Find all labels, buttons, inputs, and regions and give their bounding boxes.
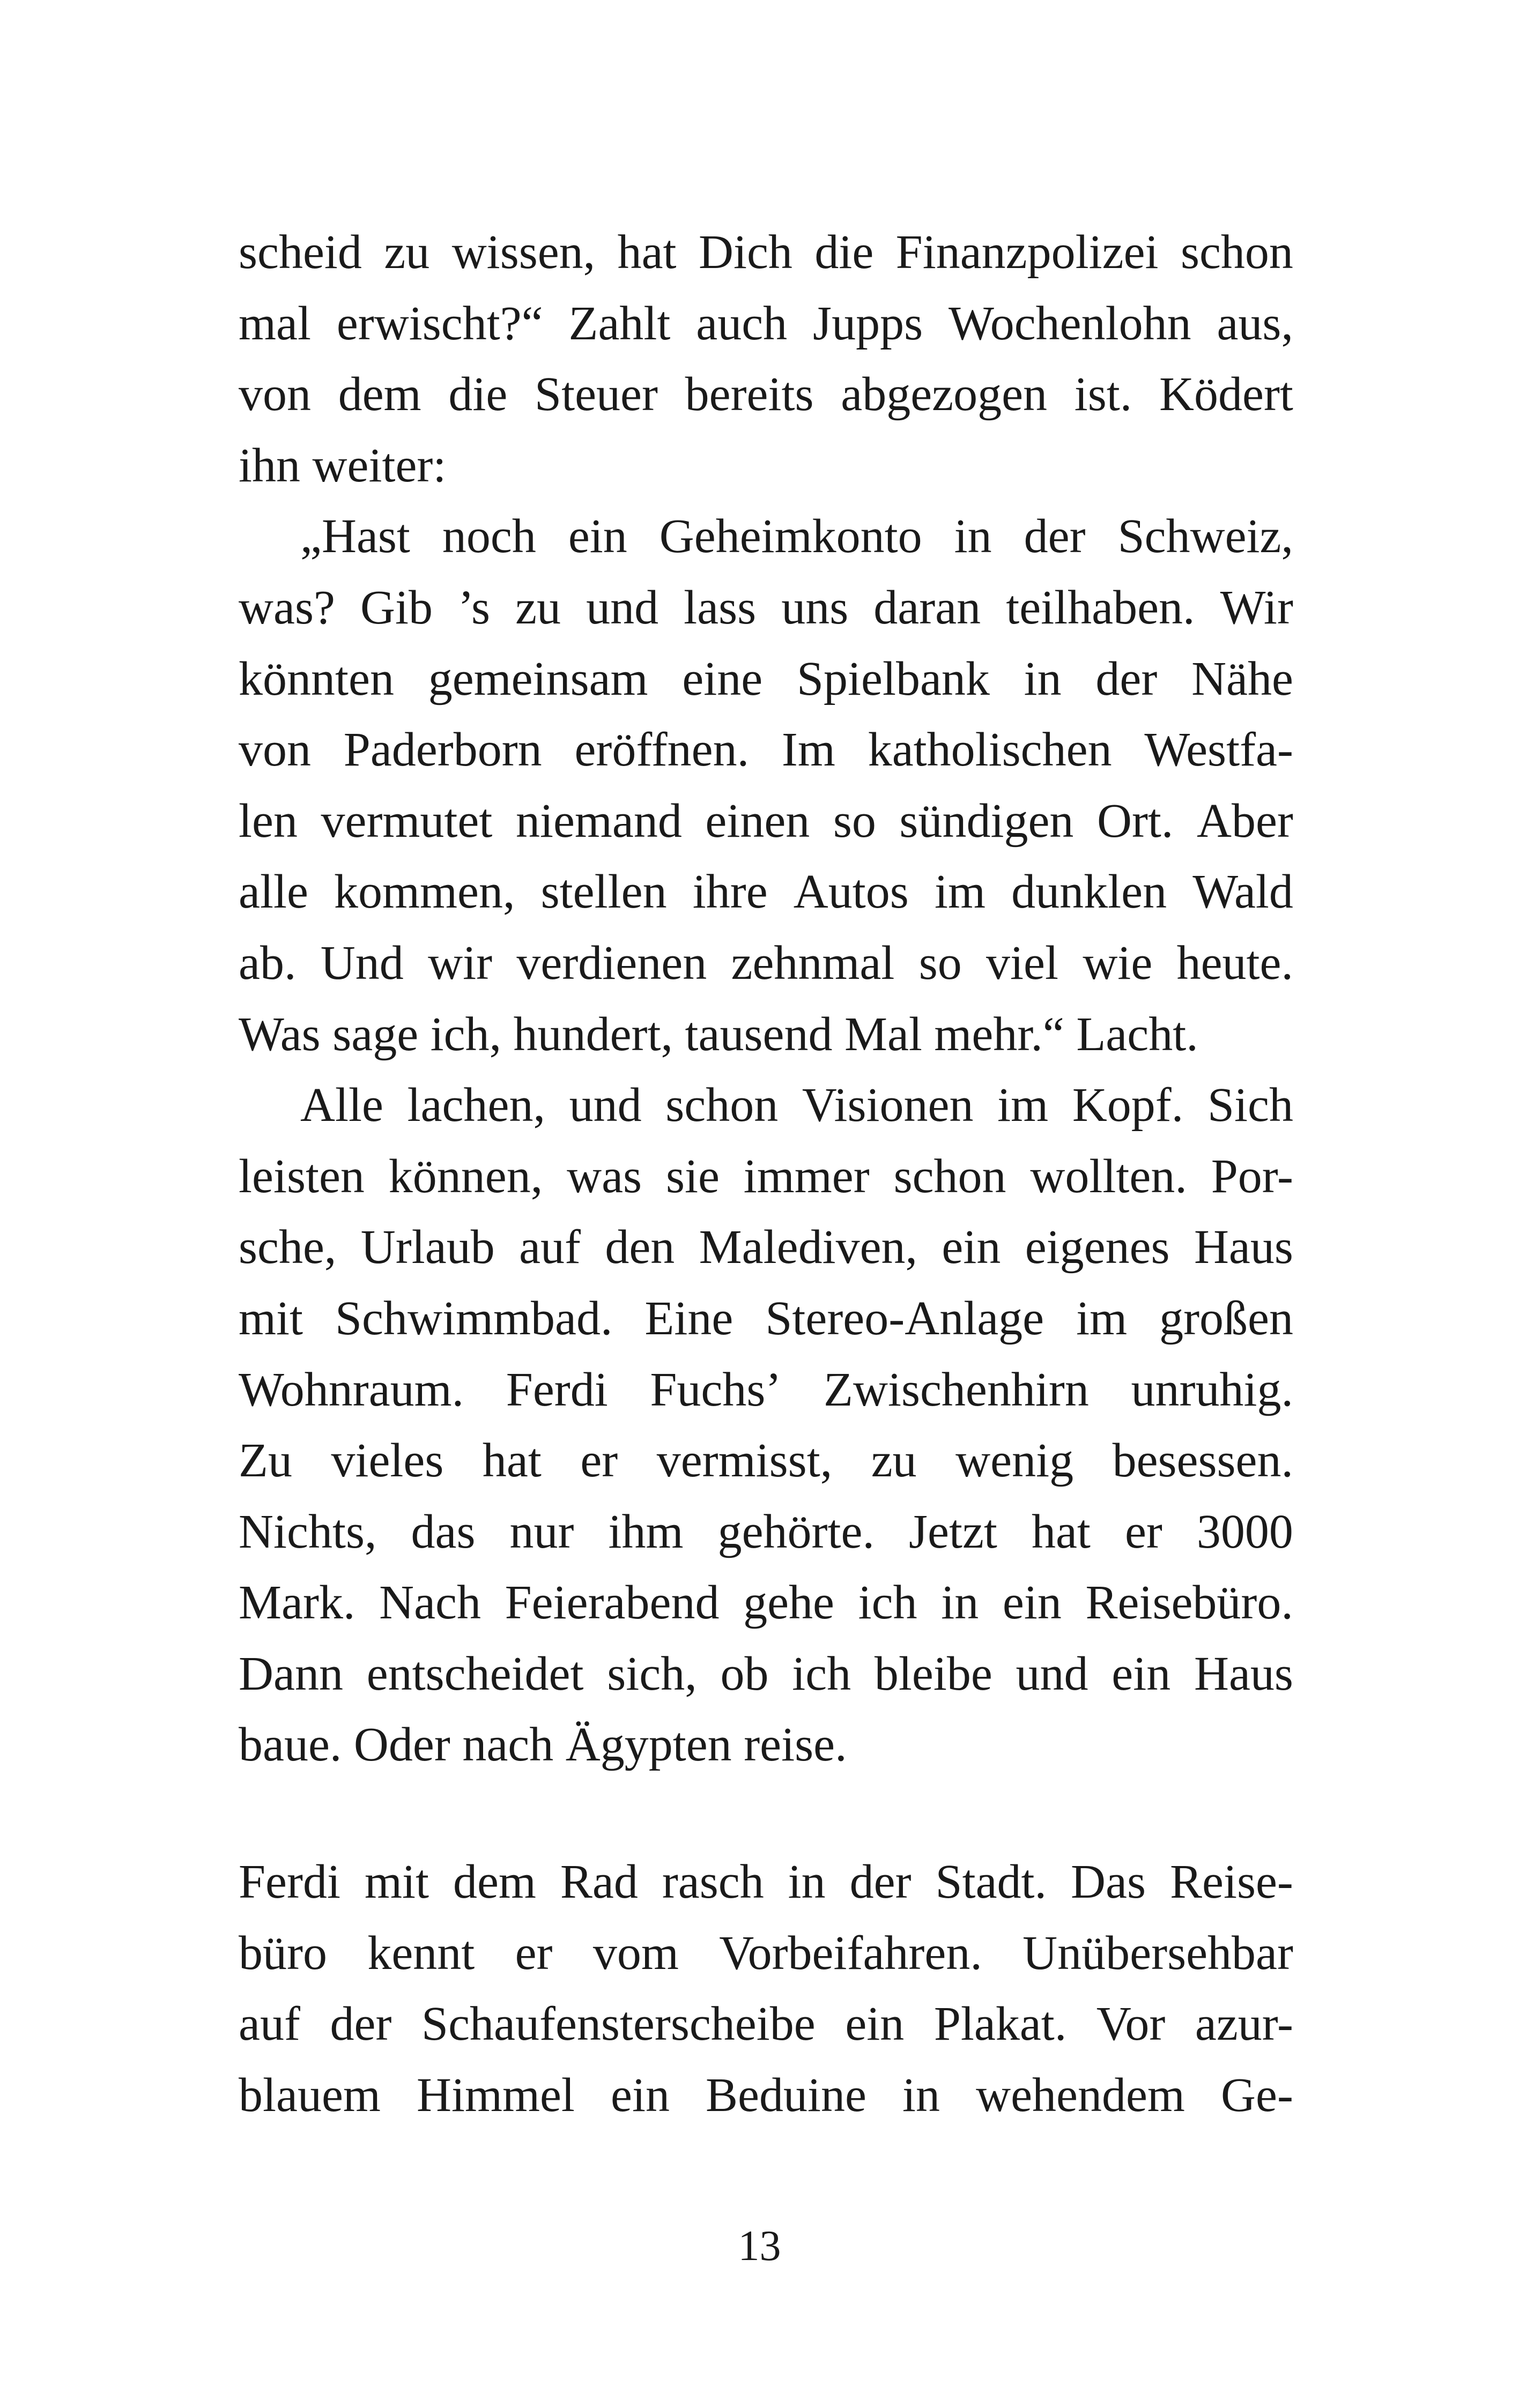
text-line: sche, Urlaub auf den Malediven, ein eigenes Haus <box>239 1221 1293 1274</box>
paragraph <box>239 1847 1293 2131</box>
text-line: mit Schwimmbad. Eine Stereo-Anlage im großen <box>239 1291 1293 1345</box>
text-line: auf der Schaufensterscheibe ein Plakat. Vor azur- <box>239 1997 1293 2051</box>
text-line: „Hast noch ein Geheimkonto in der Schweiz, <box>300 510 1293 563</box>
text-line: len vermutet niemand einen so sündigen Ort. Aber <box>239 794 1293 848</box>
text-line: ab. Und wir verdienen zehnmal so viel wie heute. <box>239 936 1293 990</box>
text-block-main <box>239 217 1293 1781</box>
paragraph <box>239 1070 1293 1781</box>
text-line: könnten gemeinsam eine Spielbank in der Nähe <box>239 652 1293 705</box>
text-line: ihn weiter: <box>239 439 447 492</box>
text-line: Zu vieles hat er vermisst, zu wenig besessen. <box>239 1434 1293 1488</box>
text-line: blauem Himmel ein Beduine in wehendem Ge- <box>239 2068 1293 2122</box>
text-line: Wohnraum. Ferdi Fuchs’ Zwischenhirn unruhig. <box>239 1363 1293 1416</box>
text-line: alle kommen, stellen ihre Autos im dunklen Wald <box>239 865 1293 919</box>
text-line: von Paderborn eröffnen. Im katholischen Westfa- <box>239 723 1293 777</box>
text-line: Mark. Nach Feierabend gehe ich in ein Reisebüro. <box>239 1576 1293 1630</box>
page-number: 13 <box>738 2223 781 2270</box>
text-line: Was sage ich, hundert, tausend Mal mehr.“ Lacht. <box>239 1007 1198 1061</box>
text-line: von dem die Steuer bereits abgezogen ist. Ködert <box>239 368 1293 421</box>
text-line: Nichts, das nur ihm gehörte. Jetzt hat er 3000 <box>239 1505 1293 1558</box>
text-block-section-2 <box>239 1847 1293 2131</box>
text-line: baue. Oder nach Ägypten reise. <box>239 1718 847 1772</box>
text-line: Alle lachen, und schon Visionen im Kopf. Sich <box>300 1079 1293 1132</box>
text-line: was? Gib ’s zu und lass uns daran teilhaben. Wir <box>239 581 1293 634</box>
paragraph <box>239 217 1293 501</box>
text-line: Ferdi mit dem Rad rasch in der Stadt. Das Reise- <box>239 1855 1293 1908</box>
paragraph <box>239 501 1293 1070</box>
text-line: scheid zu wissen, hat Dich die Finanzpolizei schon <box>239 226 1293 279</box>
text-line: mal erwischt?“ Zahlt auch Jupps Wochenlohn aus, <box>239 296 1293 350</box>
text-line: Dann entscheidet sich, ob ich bleibe und ein Haus <box>239 1647 1293 1700</box>
text-line: leisten können, was sie immer schon wollten. Por- <box>239 1149 1293 1203</box>
text-line: büro kennt er vom Vorbeifahren. Unübersehbar <box>239 1926 1293 1980</box>
